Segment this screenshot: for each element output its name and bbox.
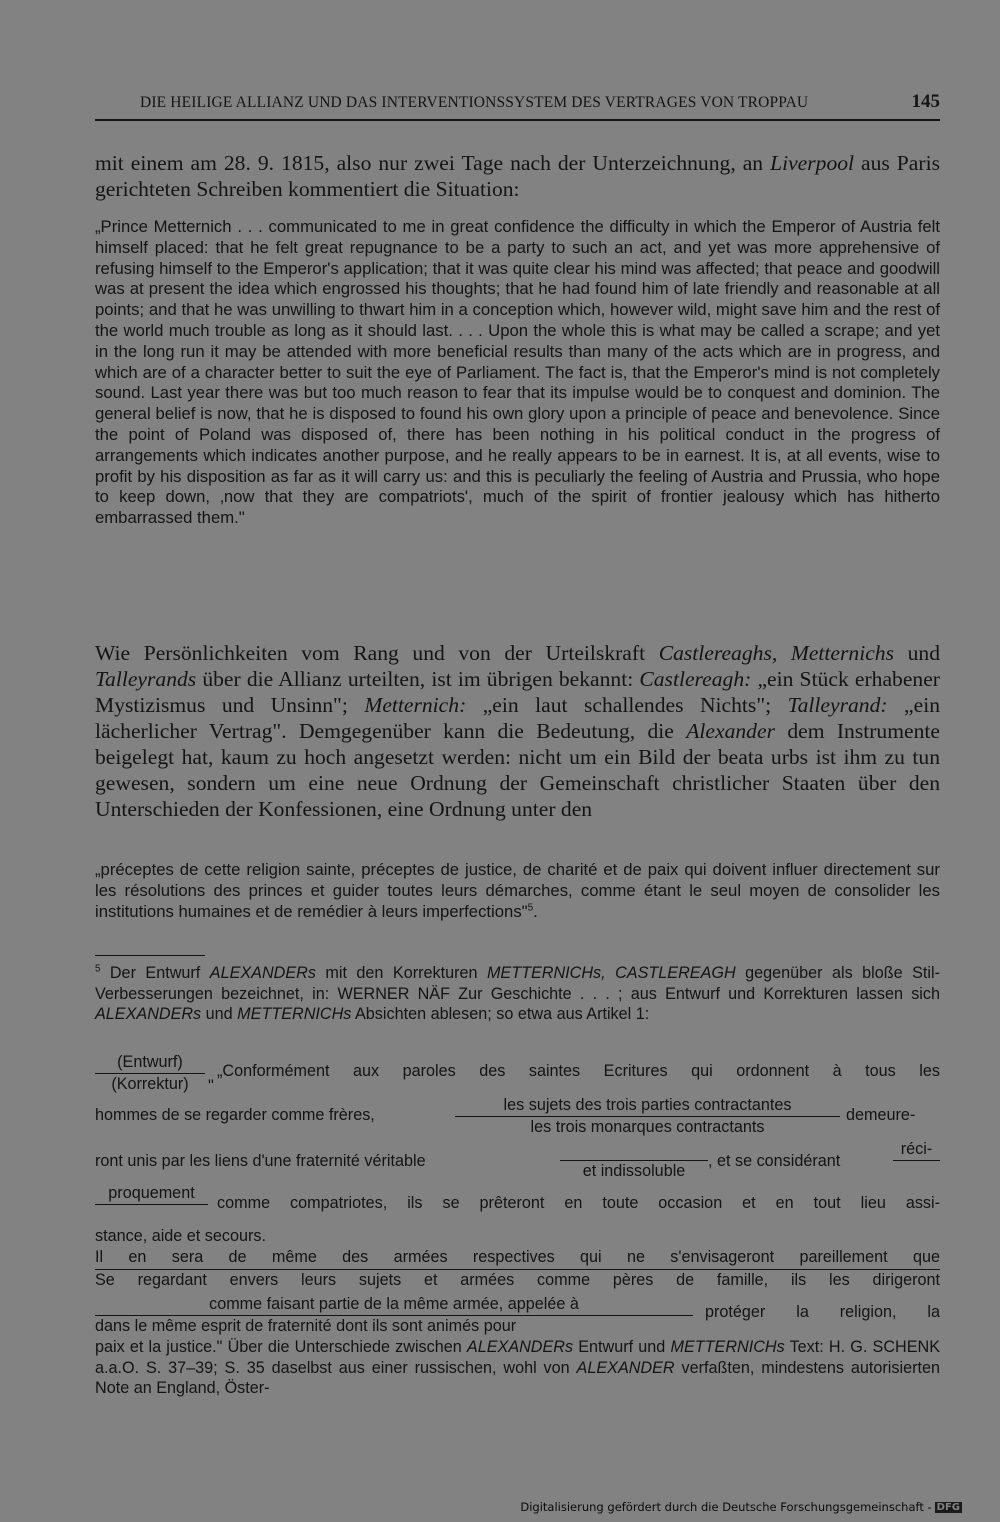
body-emphasis: Castlereagh: xyxy=(639,667,752,691)
footnote-emphasis: ALEXANDERs xyxy=(209,964,316,982)
legend-correction: (Korrektur) xyxy=(111,1075,189,1093)
credit-text: Digitalisierung gefördert durch die Deutsche Forschungsgemeinschaft - xyxy=(520,1500,932,1514)
digitization-credit xyxy=(520,1500,962,1514)
body-text: „ein lächerlicher Vertrag". Demgegenüber kann die Bedeutung, die xyxy=(95,693,940,743)
footnote-emphasis: ALEXANDERs xyxy=(466,1338,574,1356)
draft-variant: Il en sera de même des armées respectives qui ne s'envisageront pareillement que xyxy=(95,1248,940,1266)
body-emphasis: Castlereaghs, Metternichs xyxy=(658,641,894,665)
footnote-emphasis: ALEXANDERs xyxy=(95,1005,202,1023)
body-text: und xyxy=(894,641,940,665)
footnote-text: gegenüber als bloße Stil-Verbesserungen bezeichnet, in: WERNER NÄF Zur Geschichte . . . ; aus Entwurf und Korrekturen lassen sich xyxy=(95,964,940,1003)
footnote-number: 5 xyxy=(95,963,101,975)
footnote-end xyxy=(95,1337,940,1399)
footnote-emphasis: ALEXANDER xyxy=(576,1358,675,1377)
footnote-text: paix et la justice." Über die Unterschiede zwischen xyxy=(95,1338,467,1356)
correction-variant: les trois monarques contractants xyxy=(530,1118,765,1136)
footnote-line: protéger la religion, la xyxy=(705,1303,940,1321)
body-paragraph xyxy=(95,640,940,822)
body-emphasis: Alexander xyxy=(686,719,775,743)
intro-paragraph xyxy=(95,150,940,202)
running-head: DIE HEILIGE ALLIANZ UND DAS INTERVENTIONSSYSTEM DES VERTRAGES VON TROPPAU xyxy=(140,94,809,111)
correction-variant: dans le même esprit de fraternité dont ils sont animés pour xyxy=(95,1317,517,1335)
correction-variant: Se regardant envers leurs sujets et armées comme pères de famille, ils les dirigeront xyxy=(95,1271,940,1289)
footnote-line: ront unis par les liens d'une fraternité véritable xyxy=(95,1152,426,1170)
french-quote xyxy=(95,860,940,922)
body-emphasis: Metternich: xyxy=(364,693,467,717)
footnote-line: stance, aide et secours. xyxy=(95,1227,266,1245)
english-quote: „Prince Metternich . . . communicated to me in great confidence the difficulty in which the Emperor of Austria felt himself placed: that he felt great repugnance to be a party to such an act, and yet was more apprehensive of refusing himself to the Emperor's application; that it was quite clear his mind was affected; that peace and goodwill was at present the idea which engrossed his thoughts; that he had found him of late friendly and reasonable at all points; and that he was unwilling to thwart him in a conception which, however wild, might save him and the rest of the world much trouble as long as it should last. . . . Upon the whole this is what may be called a scrape; and yet in the long run it may be attended with more beneficial results than many of the acts which are in progress, and which are of a character better to suit the eye of Parliament. The fact is, that the Emperor's mind is not completely sound. Last year there was but too much reason to fear that its impulse would be to conquest and dominion. The general belief is now, that he is disposed to found his own glory upon a principle of peace and benevolence. Since the point of Poland was disposed of, there has been nothing in his political conduct in the progress of arrangements which indicates another purpose, and he really appears to be in earnest. It is, at all events, wise to profit by his disposition as far as it will carry us: and this is peculiarly the feeling of Austria and Prussia, who hope to keep down, ‚now that they are compatriots', much of the spirit of frontier jealousy which has hitherto embarrassed them." xyxy=(95,217,940,528)
body-text: über die Allianz urteilten, ist im übrigen bekannt: xyxy=(196,667,640,691)
body-text: dem Instrumente beigelegt hat, kaum zu hoch angesetzt werden: nicht um ein Bild der beata urbs ist ihm zu tun gewesen, sondern um eine neue Ordnung der Gemeinschaft christlicher Staaten über den Unterschieden der Konfessionen, eine Ordnung unter den xyxy=(95,719,940,821)
footnote-emphasis: METTERNICHs xyxy=(670,1338,785,1356)
header-rule xyxy=(95,119,940,121)
page-header xyxy=(95,92,940,118)
legend-draft: (Entwurf) xyxy=(117,1053,183,1071)
footnote-text: Text: H. G. SCHENK a.a.O. S. 37–39; S. 35 daselbst aus einer russischen, wohl von xyxy=(95,1338,941,1377)
fraction-line xyxy=(95,1204,208,1205)
legend-quote: " xyxy=(208,1077,214,1095)
footnote-line: , et se considérant xyxy=(708,1152,841,1170)
footnote-text: Absichten ablesen; so etwa aus Artikel 1: xyxy=(351,1005,650,1023)
footnote-text: und xyxy=(201,1005,238,1023)
french-quote-end: . xyxy=(533,901,538,921)
footnote-emphasis: METTERNICHs xyxy=(237,1005,352,1023)
footnote-intro xyxy=(95,963,940,1025)
footnote-text: verfaßten, mindestens autorisierten Note an England, Öster- xyxy=(95,1358,940,1397)
body-emphasis: Talleyrand: xyxy=(787,693,888,717)
draft-variant: réci- xyxy=(900,1140,933,1158)
footnote-text: mit den Korrekturen xyxy=(315,964,487,982)
page-number: 145 xyxy=(911,91,940,112)
body-text: „ein laut schallendes Nichts"; xyxy=(466,693,788,717)
intro-text: mit einem am 28. 9. 1815, also nur zwei Tage nach der Unterzeichnung, an xyxy=(95,151,771,175)
footnote-text: Entwurf und xyxy=(573,1338,671,1356)
footnote-line: demeure- xyxy=(846,1106,916,1124)
body-text: „ein Stück erhabener Mystizismus und Unsinn"; xyxy=(95,667,940,717)
footnote-rule xyxy=(95,955,205,956)
footnote-text: Der Entwurf xyxy=(100,964,210,982)
fraction-line xyxy=(893,1160,940,1161)
correction-variant: et indissoluble xyxy=(582,1162,686,1180)
intro-emphasis: Liverpool xyxy=(770,151,855,175)
draft-variant: comme faisant partie de la même armée, appelée à xyxy=(209,1295,579,1313)
footnote-emphasis: METTERNICHs, CASTLEREAGH xyxy=(486,964,736,982)
draft-variant: les sujets des trois parties contractantes xyxy=(503,1096,792,1114)
draft-variant: proquement xyxy=(108,1184,195,1202)
dfg-logo: DFG xyxy=(936,1502,960,1513)
footnote-line: comme compatriotes, ils se prêteront en toute occasion et en tout lieu assi- xyxy=(217,1194,940,1212)
footnote-line: hommes de se regarder comme frères, xyxy=(95,1106,375,1124)
body-emphasis: Talleyrands xyxy=(95,667,197,691)
french-quote-text: „préceptes de cette religion sainte, préceptes de justice, de charité et de paix qui doivent influer directement sur les résolutions des princes et guider toutes leurs démarches, comme étant le seul moyen de consolider les institutions humaines et de remédier à leurs imperfections" xyxy=(95,860,940,921)
intro-text: aus Paris gerichteten Schreiben kommentiert die Situation: xyxy=(95,151,940,201)
body-text: Wie Persönlichkeiten vom Rang und von der Urteilskraft xyxy=(95,641,659,665)
footnote-line: „Conformément aux paroles des saintes Ecritures qui ordonnent à tous les xyxy=(217,1062,940,1080)
footnote-reference: 5 xyxy=(527,902,534,914)
